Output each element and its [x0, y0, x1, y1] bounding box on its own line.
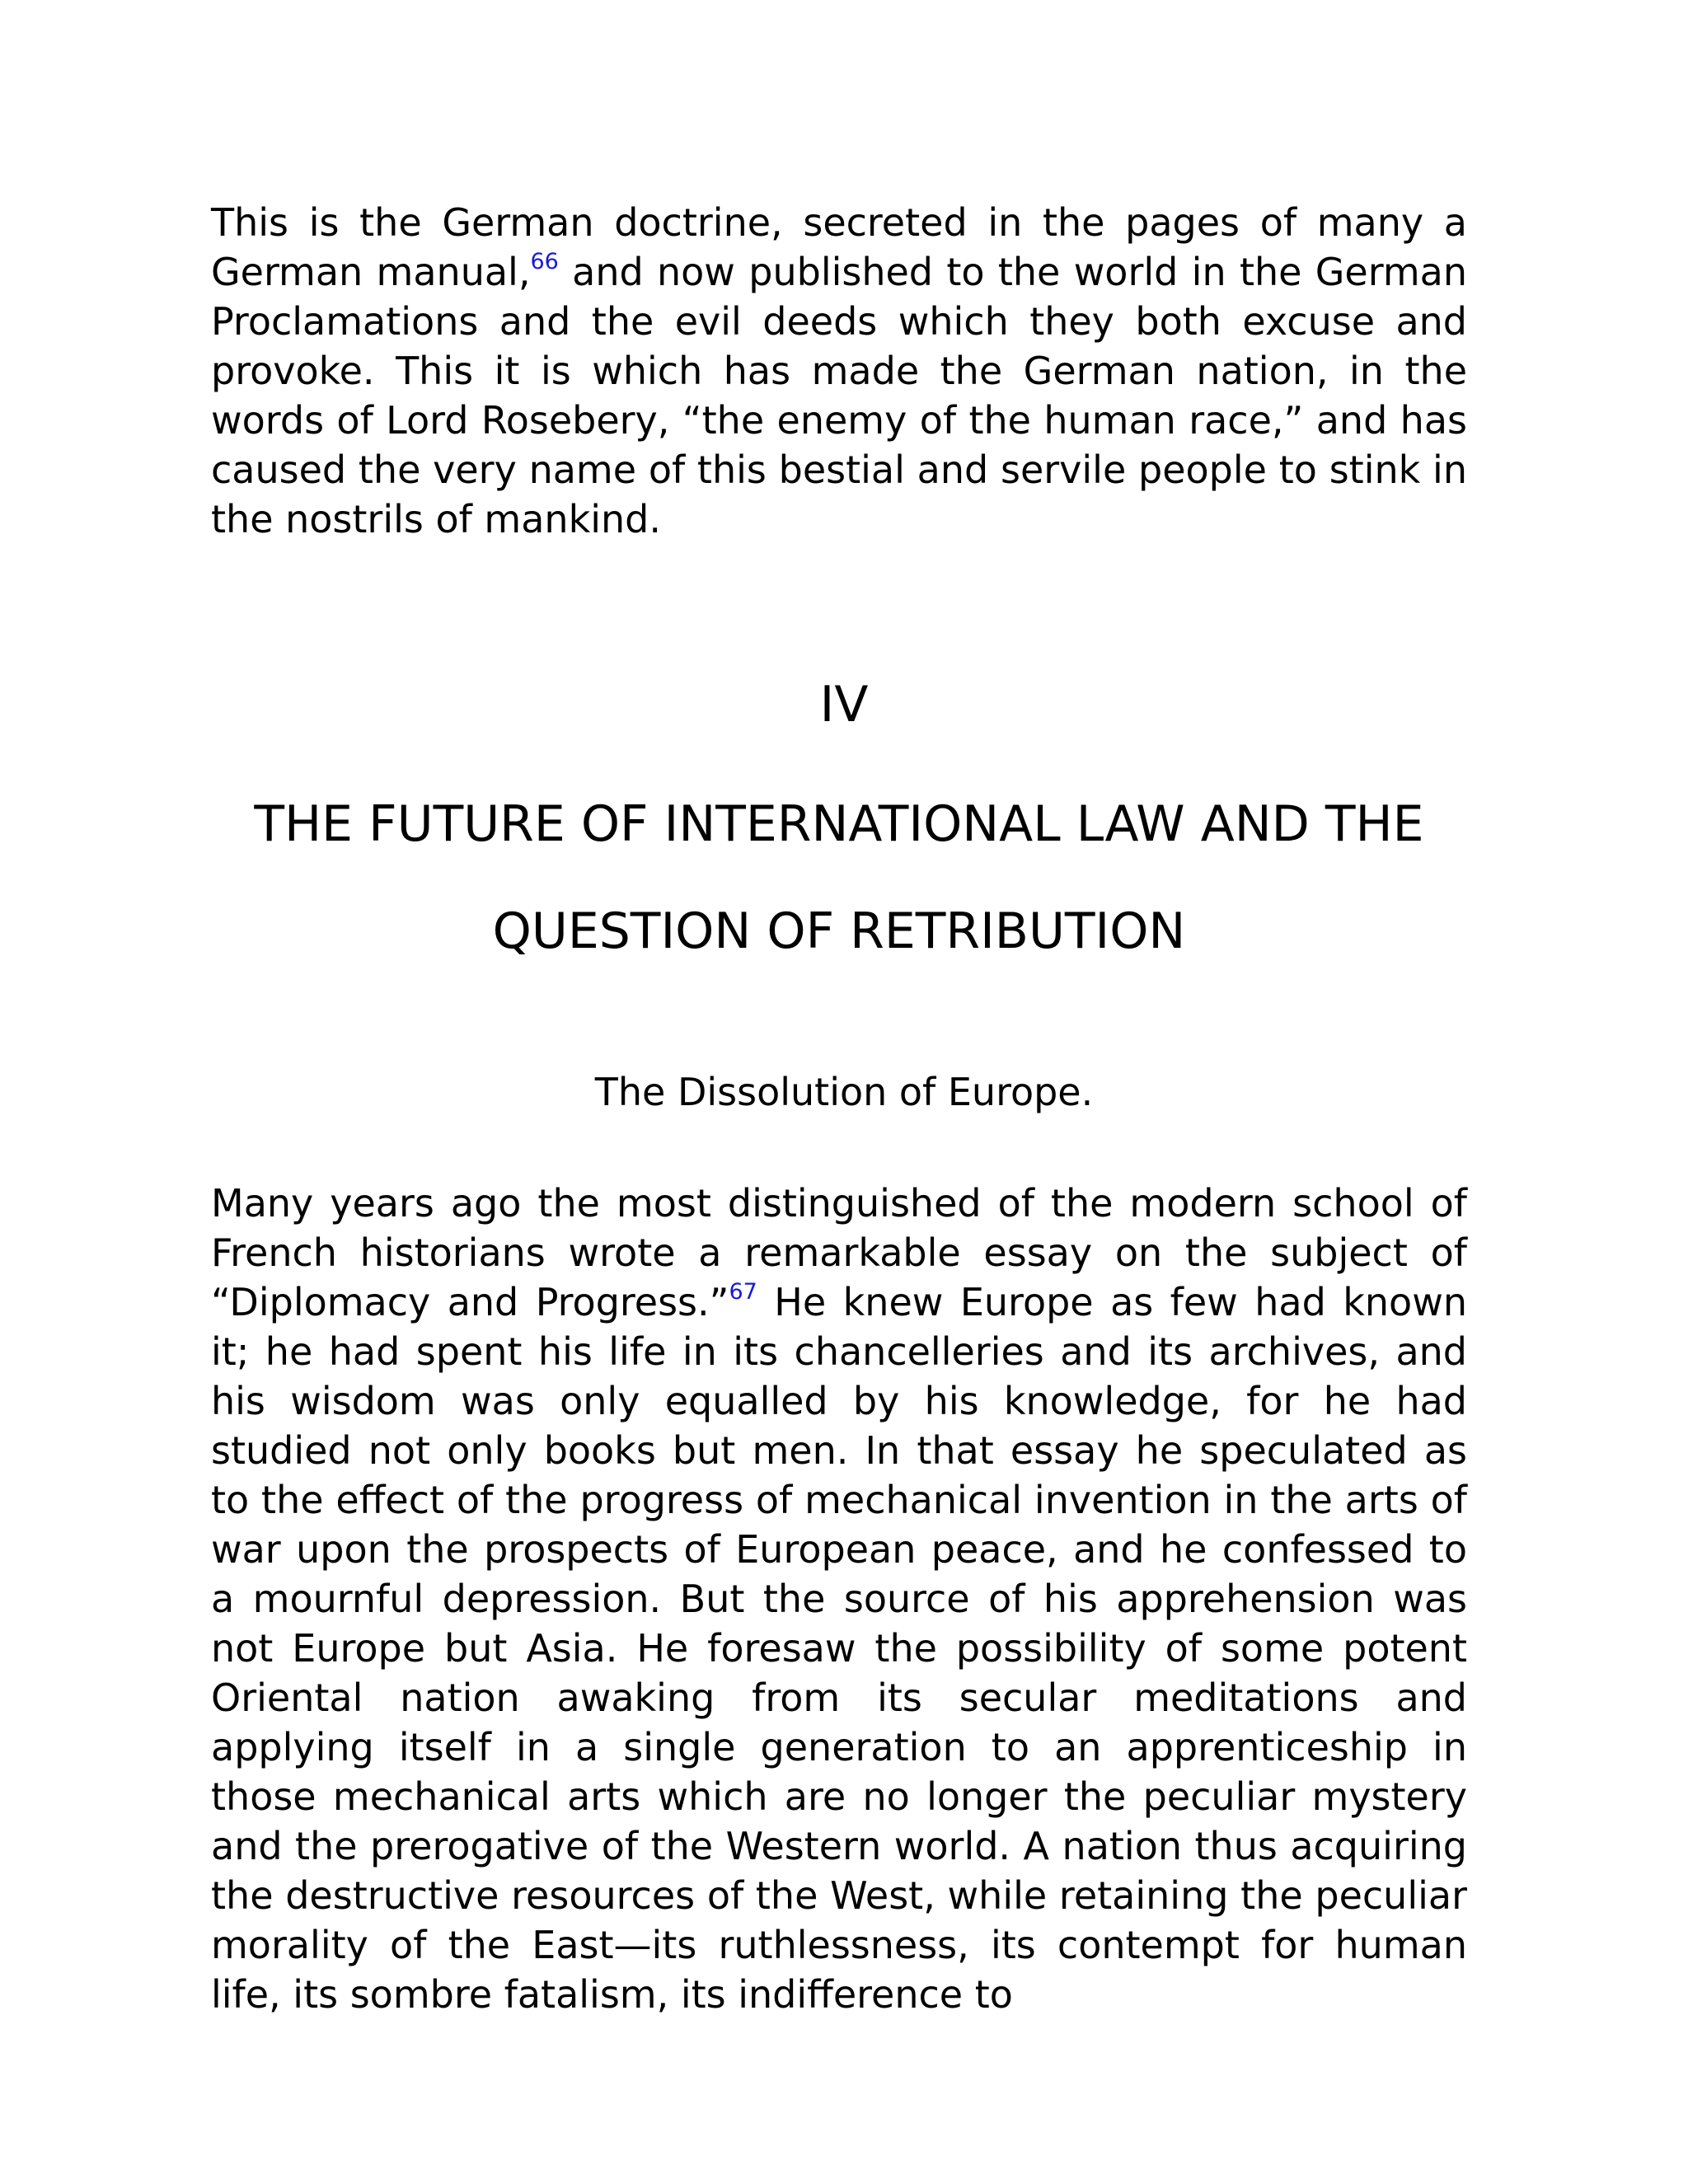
paragraph-text: This is the German doctrine, secreted in the pages of many a German manual,	[211, 200, 1467, 294]
paragraph-text: and now published to the world in the German Proclamations and the evil deeds which they both excuse and provoke. This it is which has made the German nation, in the words of Lord Rosebery, “the enemy of the human race,” and has caused the very name of this bestial and servile people to stink in the nostrils of mankind.	[211, 250, 1467, 541]
paragraph-text: He knew Europe as few had known it; he had spent his life in its chancelleries and its archives, and his wisdom was only equalled by his knowledge, for he had studied not only books but men. In that essay he speculated as to the effect of the progress of mechanical invention in the arts of war upon the prospects of European peace, and he confessed to a mournful depression. But the source of his apprehension was not Europe but Asia. He foresaw the possibility of some potent Oriental nation awaking from its secular meditations and applying itself in a single generation to an apprenticeship in those mechanical arts which are no longer the peculiar mystery and the prerogative of the Western world. A nation thus acquiring the destructive resources of the West, while retaining the peculiar morality of the East—its ruthlessness, its contempt for human life, its sombre fatalism, its indifference to	[211, 1280, 1467, 2017]
footnote-link-67[interactable]: 67	[729, 1278, 757, 1305]
paragraph-text: Many years ago the most distinguished of the modern school of French historians wrote a remarkable essay on the subject of “Diplomacy and Progress.”	[211, 1181, 1467, 1324]
chapter-number: IV	[819, 676, 869, 733]
chapter-title: THE FUTURE OF INTERNATIONAL LAW AND THE QUESTION OF RETRIBUTION	[254, 795, 1424, 960]
paragraph-diplomacy-and-progress	[211, 1179, 1467, 2019]
footnote-link-66[interactable]: 66	[530, 248, 559, 274]
paragraph-german-doctrine	[211, 198, 1467, 544]
section-title: The Dissolution of Europe.	[594, 1070, 1094, 1114]
